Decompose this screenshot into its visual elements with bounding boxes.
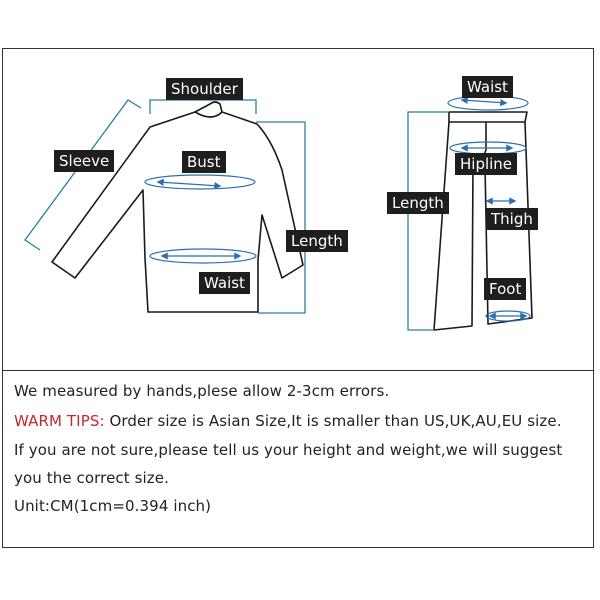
length-label-top: Length <box>286 230 348 252</box>
waist-label-pants: Waist <box>462 76 513 98</box>
thigh-label: Thigh <box>486 208 538 230</box>
jacket-figure <box>52 102 303 312</box>
shoulder-label: Shoulder <box>166 78 243 100</box>
note-warm-tips <box>14 412 562 430</box>
jacket-arrows <box>145 175 256 263</box>
note-correct-size: you the correct size. <box>14 469 169 487</box>
bust-arrow <box>158 182 220 186</box>
sleeve-label: Sleeve <box>54 150 114 172</box>
hipline-label: Hipline <box>455 153 517 175</box>
warm-tips-text: Order size is Asian Size,It is smaller than US,UK,AU,EU size. <box>104 412 562 430</box>
sleeve-measure-line <box>25 100 141 250</box>
jacket-outline <box>52 112 303 312</box>
length-label-pants: Length <box>387 192 449 214</box>
bust-label: Bust <box>182 151 226 173</box>
foot-label: Foot <box>484 278 526 300</box>
jacket-collar <box>195 102 222 112</box>
note-measured: We measured by hands,plese allow 2-3cm errors. <box>14 382 390 400</box>
waist-pants-arrow <box>462 100 506 103</box>
note-not-sure: If you are not sure,please tell us your height and weight,we will suggest <box>14 441 563 459</box>
waist-pants-ellipse <box>448 96 528 110</box>
waist-label-top: Waist <box>199 272 250 294</box>
warm-tips-label: WARM TIPS: <box>14 412 105 430</box>
note-unit: Unit:CM(1cm=0.394 inch) <box>14 497 212 515</box>
